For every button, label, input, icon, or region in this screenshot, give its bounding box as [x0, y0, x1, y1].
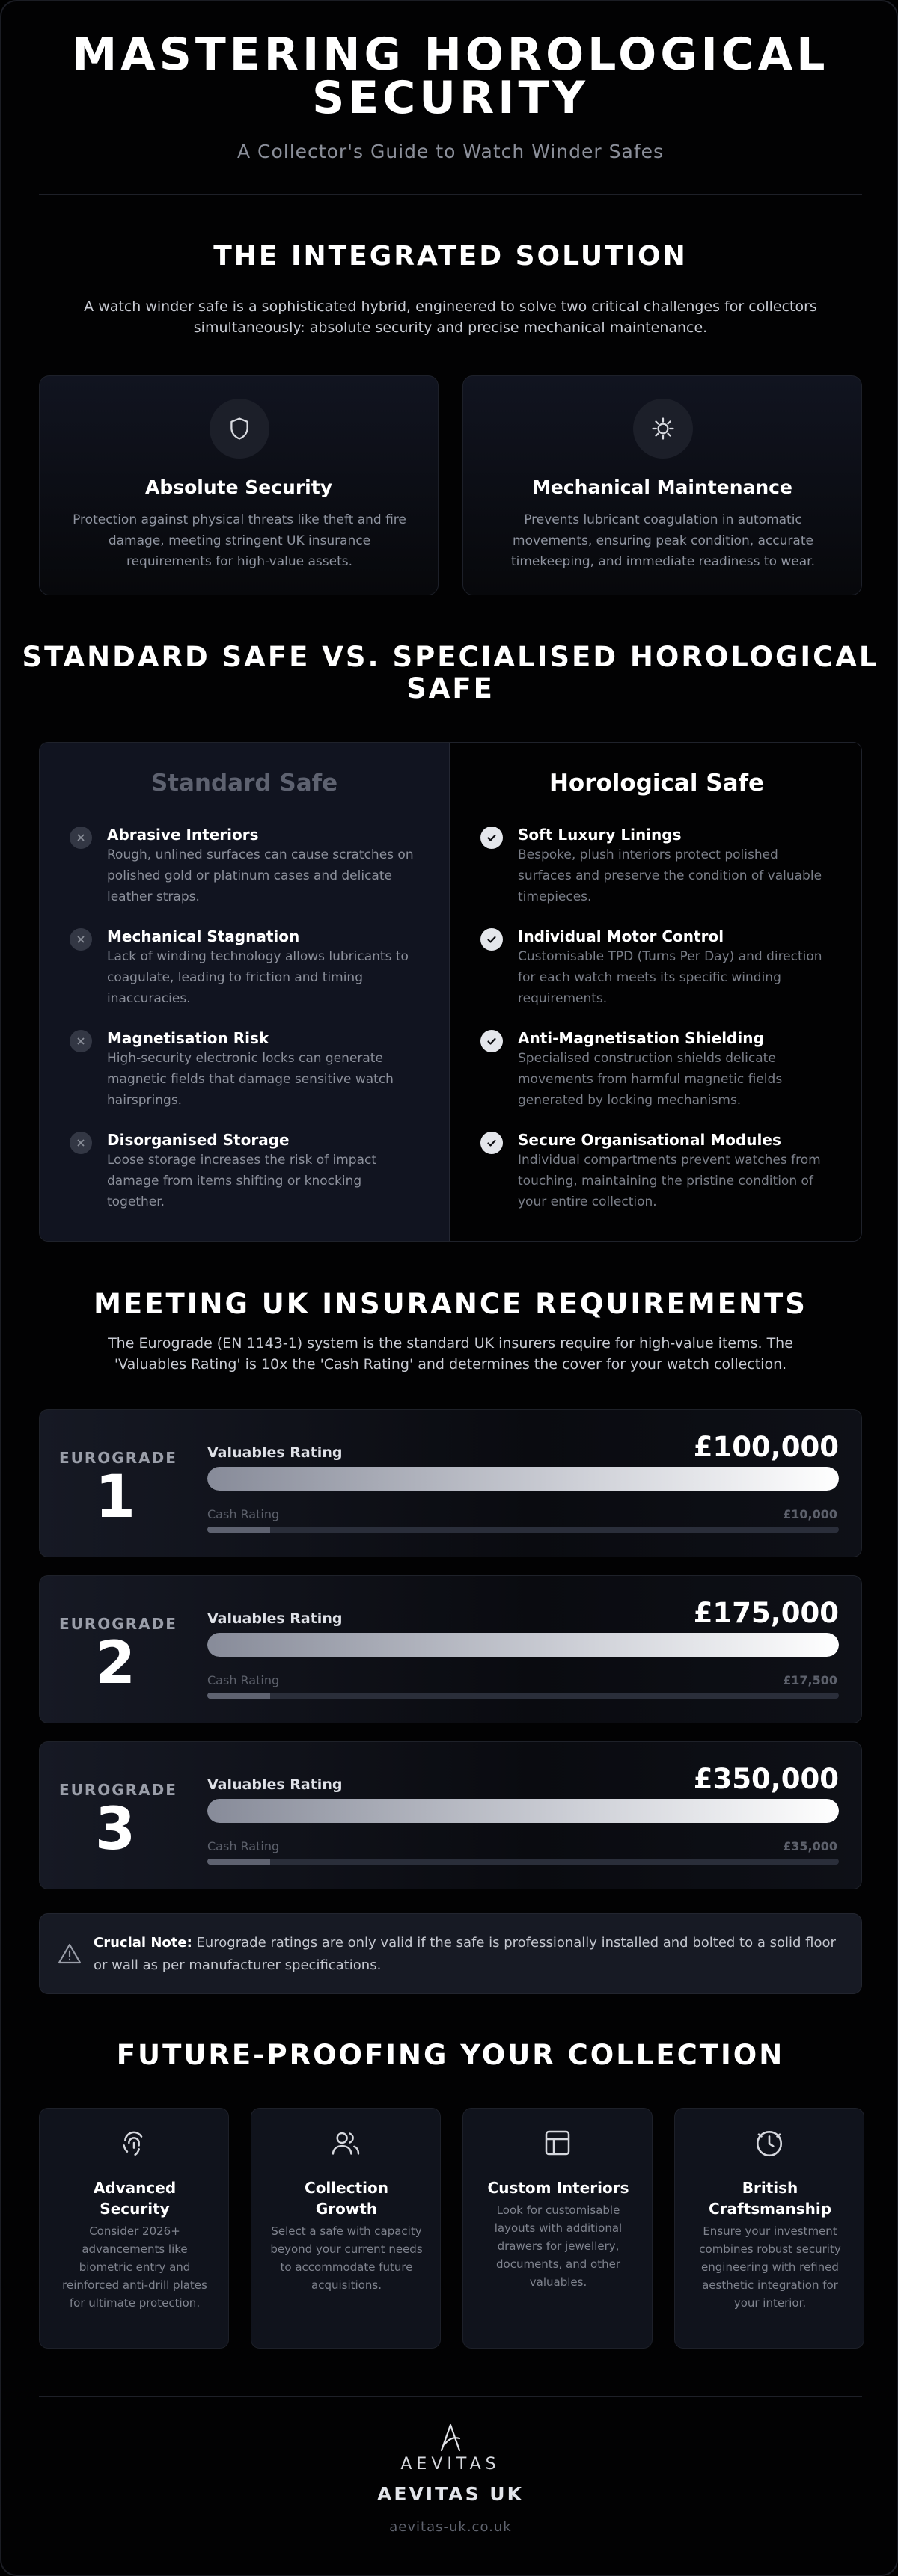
item-title: Anti-Magnetisation Shielding [518, 1029, 764, 1047]
page-title [1, 28, 898, 124]
cross-icon [70, 1132, 92, 1154]
users-icon [251, 2128, 440, 2164]
feature-card-security [39, 375, 439, 595]
page-subtitle: A Collector's Guide to Watch Winder Safes [236, 141, 665, 162]
divider [39, 194, 862, 195]
item-title: Individual Motor Control [518, 927, 724, 945]
future-card-title-2: Security [100, 2200, 170, 2218]
grade-number: 3 [94, 1796, 136, 1863]
feature-card-text: Protection against physical threats like theft and fire damage, meeting stringent UK insurance requirements for high-value assets. [73, 512, 406, 569]
cash-amount: £17,500 [783, 1673, 837, 1687]
valuables-label: Valuables Rating [207, 1610, 343, 1627]
section-desc-integrated: A watch winder safe is a sophisticated hybrid, engineered to solve two critical challenges for collectors simultaneously: absolute security and precise mechanical maintenance. [84, 298, 817, 336]
future-card-text: Select a safe with capacity beyond your current needs to accommodate future acquisitions. [270, 2224, 423, 2292]
cash-bar [207, 1859, 839, 1865]
future-card-text: Consider 2026+ advancements like biometric entry and reinforced anti-drill plates for ultimate protection. [62, 2224, 207, 2310]
future-card-title [262, 2177, 431, 2219]
standard-item [70, 825, 421, 907]
cross-icon [70, 1030, 92, 1052]
horological-safe-column [450, 743, 862, 1242]
item-title: Disorganised Storage [107, 1131, 290, 1149]
cash-bar-fill [207, 1859, 270, 1865]
cash-label: Cash Rating [207, 1839, 280, 1853]
valuables-bar-fill [207, 1633, 839, 1657]
item-title: Secure Organisational Modules [518, 1131, 781, 1149]
logo-wordmark: AEVITAS [400, 2455, 501, 2474]
cash-label: Cash Rating [207, 1507, 280, 1521]
future-card-title-1: Custom Interiors [487, 2179, 629, 2197]
item-text: Rough, unlined surfaces can cause scratches on polished gold or platinum cases and delicate leather straps. [107, 847, 414, 904]
crucial-note [39, 1913, 862, 1994]
item-title: Mechanical Stagnation [107, 927, 300, 945]
standard-item [70, 1028, 421, 1111]
layout-icon [463, 2128, 652, 2164]
future-card-title-1: Advanced [93, 2179, 177, 2197]
eurograde-card [39, 1741, 862, 1889]
valuables-bar [207, 1633, 839, 1657]
comparison-title-line-1: STANDARD SAFE VS. SPECIALISED HOROLOGICAL [22, 641, 879, 673]
gear-icon [633, 399, 693, 459]
valuables-bar [207, 1467, 839, 1491]
section-desc-insurance: The Eurograde (EN 1143-1) system is the standard UK insurers require for high-value items. The 'Valuables Rating' is 10x the 'Cash Rating' and determines the cover for your watch collection. [108, 1335, 793, 1373]
grade-label: EUROGRADE [59, 1449, 177, 1467]
check-icon [480, 928, 503, 951]
crucial-note-label: Crucial Note: [94, 1935, 192, 1951]
item-title: Abrasive Interiors [107, 826, 259, 844]
title-line-2: SECURITY [312, 72, 589, 124]
valuables-bar [207, 1799, 839, 1823]
feature-card-text: Prevents lubricant coagulation in automatic movements, ensuring peak condition, accurate timekeeping, and immediate readiness to wear. [510, 512, 816, 569]
item-text: Bespoke, plush interiors protect polished surfaces and preserve the condition of valuable timepieces. [518, 847, 822, 904]
brand-name: AEVITAS UK [377, 2483, 524, 2505]
valuables-amount: £100,000 [693, 1431, 839, 1463]
standard-safe-heading: Standard Safe [150, 770, 338, 797]
future-card-text: Ensure your investment combines robust security engineering with refined aesthetic integration for your interior. [699, 2224, 841, 2310]
future-card-security [39, 2108, 229, 2349]
valuables-bar-fill [207, 1467, 839, 1491]
comparison-table [39, 742, 862, 1242]
warning-icon [58, 1942, 82, 1968]
section-title-insurance: MEETING UK INSURANCE REQUIREMENTS [94, 1288, 807, 1320]
future-card-craftsmanship [674, 2108, 864, 2349]
cash-bar [207, 1527, 839, 1533]
feature-card-title: Absolute Security [145, 476, 332, 498]
cash-amount: £10,000 [783, 1507, 837, 1521]
future-card-title [685, 2177, 855, 2219]
future-card-title-2: Craftsmanship [708, 2200, 832, 2218]
horological-safe-heading: Horological Safe [549, 770, 765, 797]
item-text: Loose storage increases the risk of impact damage from items shifting or knocking together. [107, 1153, 377, 1209]
crucial-note-text [94, 1932, 842, 1977]
check-icon [480, 1132, 503, 1154]
crucial-note-body: Eurograde ratings are only valid if the safe is professionally installed and bolted to a solid floor or wall as per manufacturer specifications. [94, 1935, 836, 1973]
section-title-integrated: THE INTEGRATED SOLUTION [213, 241, 688, 272]
horological-item [480, 825, 832, 907]
fingerprint-icon [40, 2128, 228, 2164]
item-text: High-security electronic locks can generate magnetic fields that damage sensitive watch hairsprings. [107, 1051, 394, 1108]
cash-bar-fill [207, 1527, 270, 1533]
section-title-comparison [1, 642, 898, 705]
grade-label: EUROGRADE [59, 1781, 177, 1799]
feature-card-maintenance [462, 375, 862, 595]
eurograde-card [39, 1409, 862, 1557]
cash-bar [207, 1693, 839, 1699]
item-text: Individual compartments prevent watches from touching, maintaining the pristine condition of your entire collection. [518, 1153, 821, 1209]
title-line-1: MASTERING HOROLOGICAL [72, 28, 829, 81]
feature-card-title: Mechanical Maintenance [532, 476, 792, 498]
horological-item [480, 927, 832, 1009]
cross-icon [70, 928, 92, 951]
item-title: Magnetisation Risk [107, 1029, 269, 1047]
eurograde-card [39, 1575, 862, 1723]
cash-bar-fill [207, 1693, 270, 1699]
check-icon [480, 1030, 503, 1052]
grade-number: 2 [94, 1630, 136, 1697]
comparison-title-line-2: SAFE [406, 672, 495, 705]
standard-safe-column [40, 743, 450, 1242]
future-card-title-2: Growth [315, 2200, 378, 2218]
cross-icon [70, 827, 92, 849]
future-card-interiors [462, 2108, 653, 2349]
future-card-text: Look for customisable layouts with additional drawers for jewellery, documents, and other valuables. [494, 2204, 623, 2289]
valuables-amount: £175,000 [693, 1597, 839, 1629]
future-card-title-1: Collection [305, 2179, 388, 2197]
watch-icon [675, 2128, 864, 2164]
check-icon [480, 827, 503, 849]
shield-icon [210, 399, 269, 459]
aevitas-logo-icon [428, 2422, 473, 2456]
standard-item [70, 927, 421, 1009]
valuables-bar-fill [207, 1799, 839, 1823]
item-text: Customisable TPD (Turns Per Day) and direction for each watch meets its specific winding requirements. [518, 949, 822, 1006]
horological-item [480, 1028, 832, 1111]
standard-item [70, 1130, 421, 1212]
future-card-title-1: British [742, 2179, 798, 2197]
cash-amount: £35,000 [783, 1839, 837, 1853]
grade-label: EUROGRADE [59, 1615, 177, 1633]
valuables-label: Valuables Rating [207, 1776, 343, 1793]
valuables-amount: £350,000 [693, 1763, 839, 1795]
item-text: Specialised construction shields delicate movements from harmful magnetic fields generated by locking mechanisms. [518, 1051, 783, 1108]
section-title-future: FUTURE-PROOFING YOUR COLLECTION [116, 2039, 785, 2071]
cash-label: Cash Rating [207, 1673, 280, 1687]
future-card-title [50, 2177, 219, 2219]
item-title: Soft Luxury Linings [518, 826, 682, 844]
divider [39, 2396, 862, 2397]
horological-item [480, 1130, 832, 1212]
future-card-growth [251, 2108, 441, 2349]
grade-number: 1 [94, 1464, 136, 1531]
website-link[interactable]: aevitas-uk.co.uk [389, 2519, 512, 2535]
future-card-title [474, 2177, 643, 2198]
item-text: Lack of winding technology allows lubricants to coagulate, leading to friction and timing inaccuracies. [107, 949, 409, 1006]
valuables-label: Valuables Rating [207, 1444, 343, 1461]
